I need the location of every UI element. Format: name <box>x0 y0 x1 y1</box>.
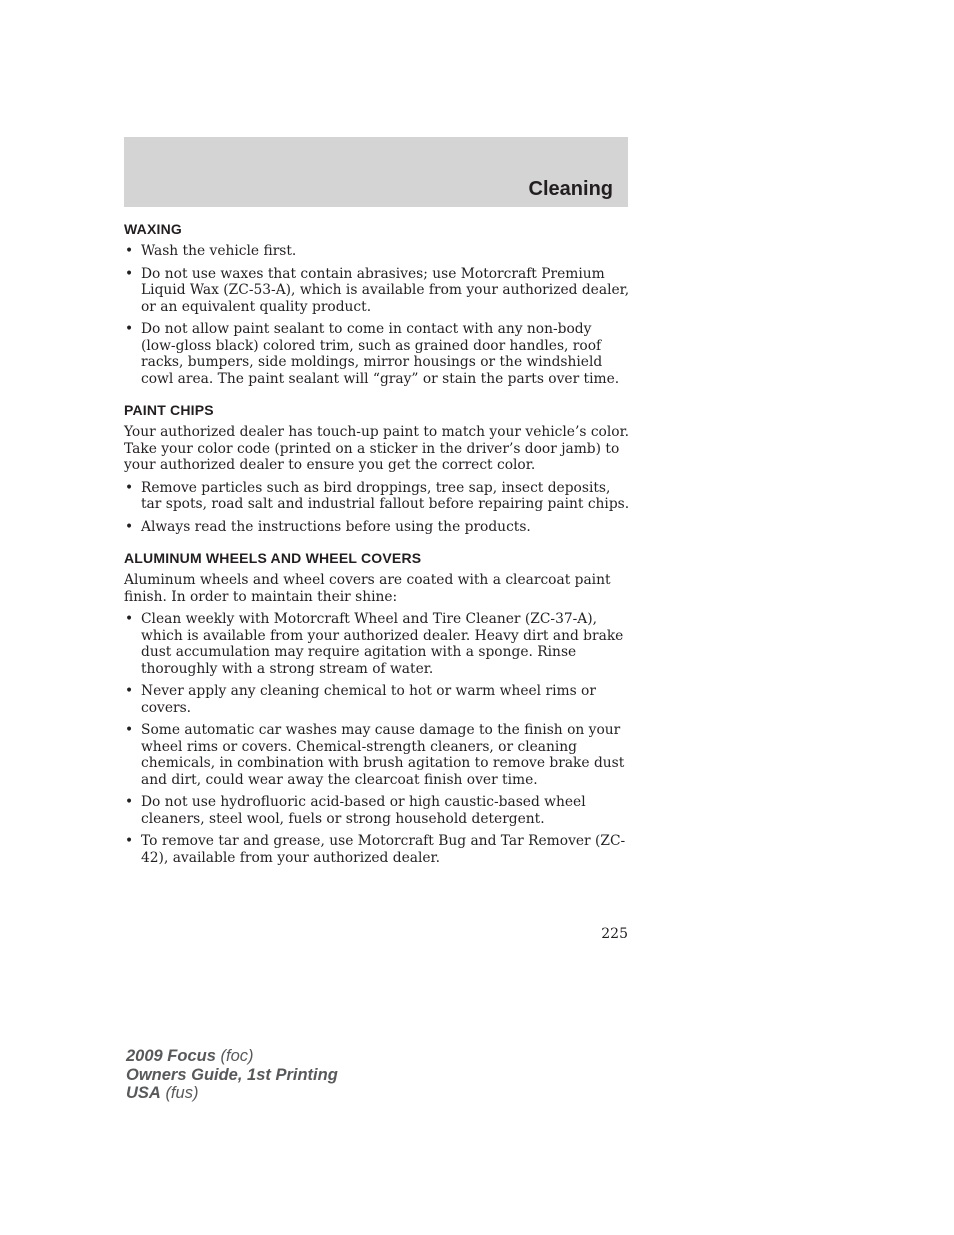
bullet-icon: • <box>125 722 134 738</box>
list-item-text: Wash the vehicle first. <box>141 243 297 259</box>
section-heading-paint-chips: PAINT CHIPS <box>124 402 214 418</box>
list-item-text: To remove tar and grease, use Motorcraft Bug and Tar Remover (ZC-42), available from your authorized dealer. <box>141 833 626 866</box>
list-item-text: Remove particles such as bird droppings, tree sap, insect deposits, tar spots, road salt and industrial fallout before repairing paint chips. <box>141 479 630 512</box>
paragraph-paint-chips-intro: Your authorized dealer has touch-up paint to match your vehicle’s color. Take your color code (printed on a sticker in the driver’s door jamb) to your authorized dealer to ensure you get the correct color. <box>124 424 630 473</box>
list-item-text: Do not use hydrofluoric acid-based or high caustic-based wheel cleaners, steel wool, fuels or strong household detergent. <box>141 794 586 827</box>
list-item-text: Clean weekly with Motorcraft Wheel and Tire Cleaner (ZC-37-A), which is available from your authorized dealer. Heavy dirt and brake dust accumulation may require agitation with a sponge. Rinse thoroughly with a strong stream of water. <box>141 611 624 677</box>
list-item <box>124 321 630 387</box>
bullet-icon: • <box>125 518 134 535</box>
bullet-icon: • <box>125 683 134 699</box>
bullet-icon: • <box>125 243 134 259</box>
section-heading-aluminum-wheels: ALUMINUM WHEELS AND WHEEL COVERS <box>124 550 422 566</box>
section-aluminum-wheels <box>124 549 630 866</box>
footer-line-model: 2009 Focus (foc) <box>126 1047 254 1065</box>
print-footer <box>126 1047 338 1103</box>
paragraph-aluminum-wheels-intro: Aluminum wheels and wheel covers are coated with a clearcoat paint finish. In order to maintain their shine: <box>124 572 611 605</box>
list-item-text: Do not use waxes that contain abrasives; use Motorcraft Premium Liquid Wax (ZC-53-A), which is available from your authorized dealer, or an equivalent quality product. <box>141 265 630 315</box>
list-item-text: Never apply any cleaning chemical to hot or warm wheel rims or covers. <box>141 683 596 716</box>
list-item-text: Some automatic car washes may cause damage to the finish on your wheel rims or covers. Chemical-strength cleaners, or cleaning chemicals, in combination with brush agitation to remove brake dust and dirt, could wear away the clearcoat finish over time. <box>141 722 625 788</box>
section-heading-waxing: WAXING <box>124 221 182 237</box>
section-waxing <box>124 220 630 387</box>
footer-line-market: USA (fus) <box>126 1084 199 1102</box>
bullet-icon: • <box>125 611 134 627</box>
list-item <box>124 794 630 827</box>
footer-line-guide: Owners Guide, 1st Printing <box>126 1065 338 1084</box>
list-item-text: Do not allow paint sealant to come in contact with any non-body (low-gloss black) colored trim, such as grained door handles, roof racks, bumpers, side moldings, mirror housings or the windshield cowl area. The paint sealant will “gray” or stain the parts over time. <box>141 321 620 387</box>
bullet-list-paint-chips <box>124 480 630 536</box>
bullet-list-aluminum-wheels <box>124 611 630 866</box>
list-item <box>124 833 630 866</box>
bullet-icon: • <box>125 479 134 496</box>
chapter-header-band <box>124 137 628 207</box>
list-item <box>124 266 630 316</box>
page-number: 225 <box>601 926 628 942</box>
page-content <box>124 220 630 880</box>
list-item <box>124 243 630 260</box>
bullet-icon: • <box>125 833 134 849</box>
bullet-list-waxing <box>124 243 630 387</box>
list-item <box>124 480 630 513</box>
bullet-icon: • <box>125 265 134 282</box>
section-paint-chips <box>124 401 630 535</box>
bullet-icon: • <box>125 321 134 337</box>
list-item <box>124 722 630 788</box>
list-item <box>124 611 630 677</box>
chapter-title: Cleaning <box>528 178 613 200</box>
list-item-text: Always read the instructions before using the products. <box>141 518 531 535</box>
bullet-icon: • <box>125 794 134 810</box>
list-item <box>124 519 630 536</box>
list-item <box>124 683 630 716</box>
